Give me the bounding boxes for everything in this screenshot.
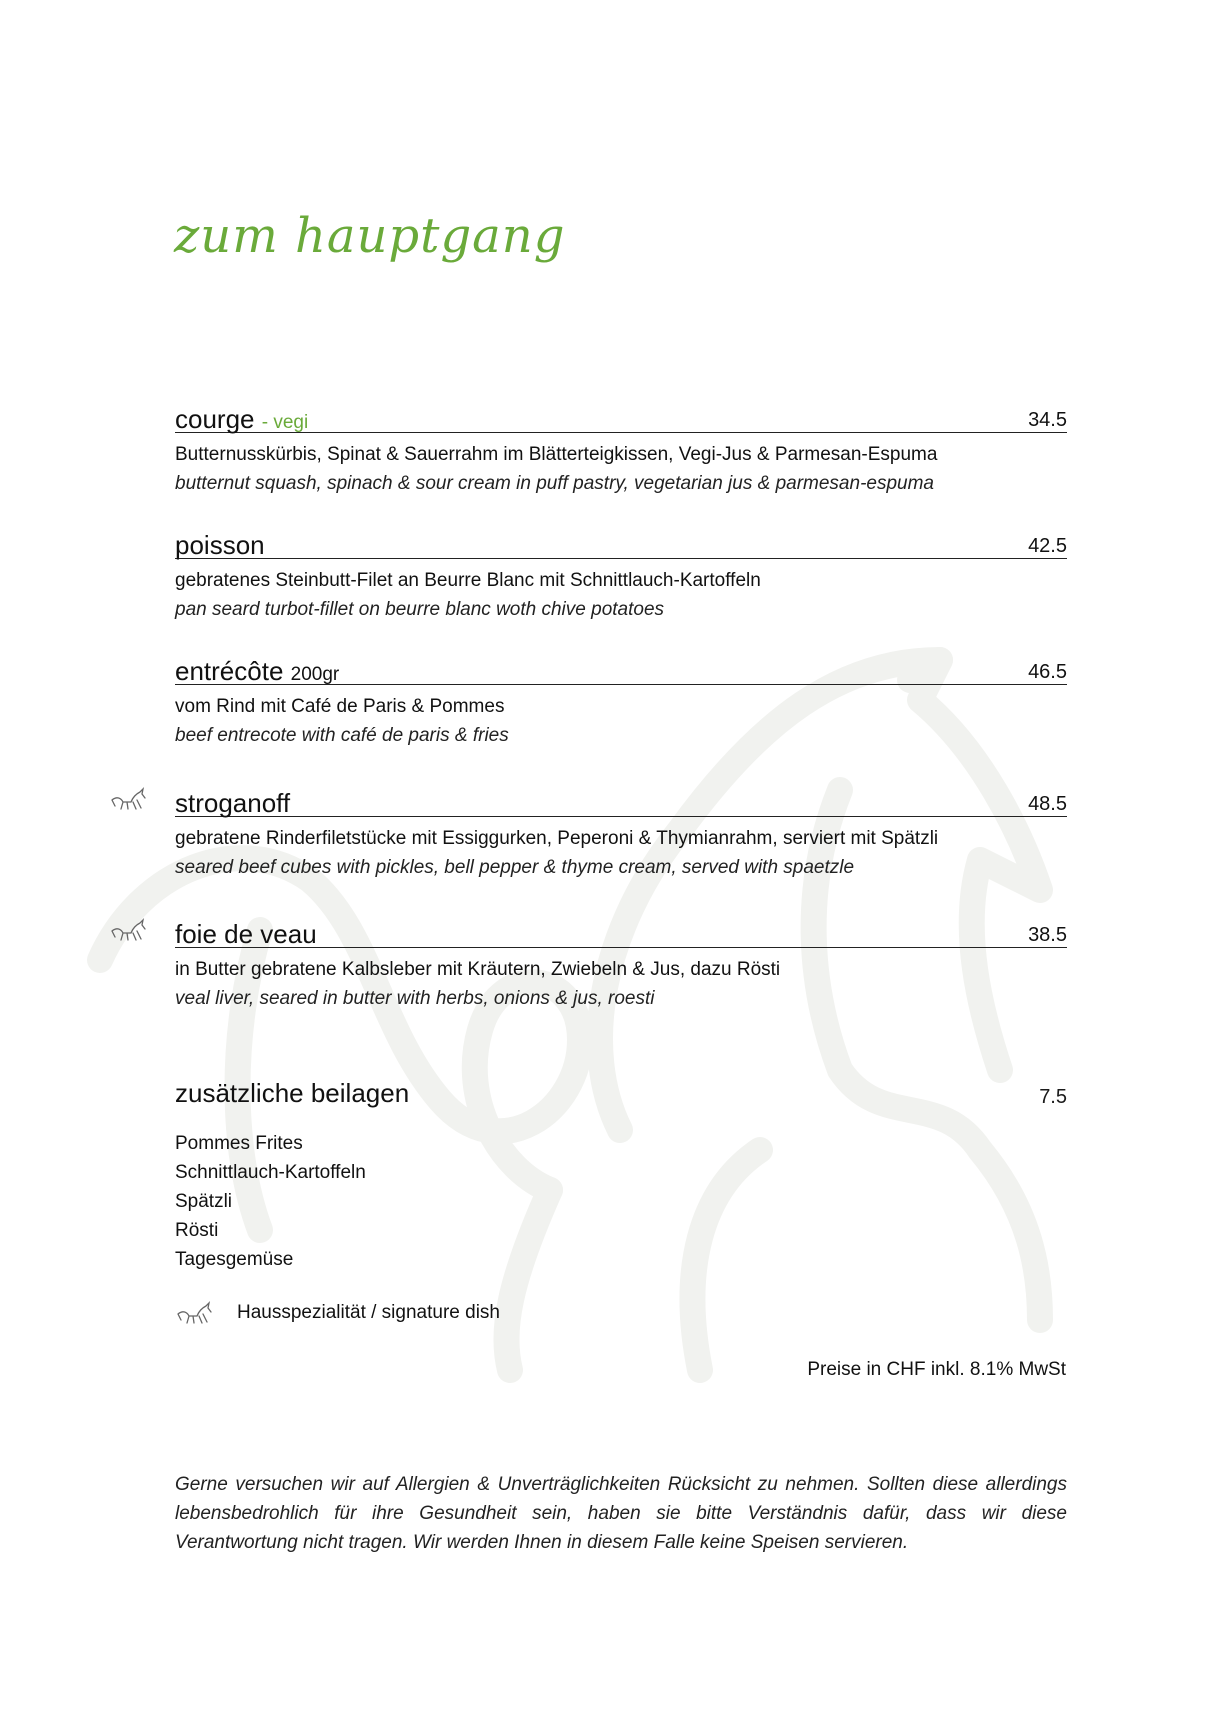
dish-name: stroganoff <box>175 788 291 818</box>
dish-description-de: gebratenes Steinbutt-Filet an Beurre Blanc mit Schnittlauch-Kartoffeln <box>175 570 761 591</box>
dish-price: 48.5 <box>1028 793 1067 815</box>
dish-description-en: seared beef cubes with pickles, bell pepper & thyme cream, served with spaetzle <box>175 857 855 878</box>
dish-header <box>175 786 1067 817</box>
list-item: Rösti <box>175 1220 219 1241</box>
horse-icon <box>175 1300 213 1326</box>
sides-title: zusätzliche beilagen <box>175 1078 410 1108</box>
dish-description-de: vom Rind mit Café de Paris & Pommes <box>175 696 505 717</box>
dish-description-de: Butternusskürbis, Spinat & Sauerrahm im Blätterteigkissen, Vegi-Jus & Parmesan-Espuma <box>175 444 938 465</box>
list-item: Pommes Frites <box>175 1133 303 1154</box>
horse-icon <box>109 917 147 943</box>
dish-name: poisson <box>175 530 265 560</box>
sides-price: 7.5 <box>1039 1086 1067 1108</box>
sides-section <box>175 1078 1067 1274</box>
price-note: Preise in CHF inkl. 8.1% MwSt <box>807 1359 1066 1380</box>
dish-description-en: butternut squash, spinach & sour cream in puff pastry, vegetarian jus & parmesan-espuma <box>175 473 934 494</box>
dish-name <box>175 656 339 687</box>
dish-price: 46.5 <box>1028 661 1067 683</box>
list-item: Spätzli <box>175 1191 233 1212</box>
dish-name: foie de veau <box>175 919 317 949</box>
dish-description-en: veal liver, seared in butter with herbs, onions & jus, roesti <box>175 988 655 1009</box>
dish-price: 38.5 <box>1028 924 1067 946</box>
dish-name <box>175 404 308 435</box>
dish-description-en: pan seard turbot-fillet on beurre blanc woth chive potatoes <box>175 599 665 620</box>
dish-courge <box>175 402 1067 495</box>
list-item: Tagesgemüse <box>175 1249 294 1270</box>
dish-price: 34.5 <box>1028 409 1067 431</box>
dish-header <box>175 654 1067 685</box>
dish-header <box>175 402 1067 433</box>
sides-list <box>175 1129 1067 1274</box>
dish-entrecote <box>175 654 1067 747</box>
dish-description-de: in Butter gebratene Kalbsleber mit Kräutern, Zwiebeln & Jus, dazu Rösti <box>175 959 781 980</box>
allergy-note: Gerne versuchen wir auf Allergien & Unverträglichkeiten Rücksicht zu nehmen. Sollten diese allerdings lebensbedrohlich für ihre Gesundheit sein, haben sie bitte Verständnis dafür, dass wir diese Verantwortung nicht tragen. Wir werden Ihnen in diesem Falle keine Speisen servieren. <box>175 1474 1067 1553</box>
dish-stroganoff <box>175 786 1067 879</box>
dish-price: 42.5 <box>1028 535 1067 557</box>
signature-legend <box>175 1300 500 1326</box>
dish-header <box>175 917 1067 948</box>
dish-weight: 200gr <box>290 664 340 685</box>
legend-label: Hausspezialität / signature dish <box>237 1302 500 1323</box>
dish-header <box>175 528 1067 559</box>
page-title: zum hauptgang <box>174 208 566 264</box>
dish-description-de: gebratene Rinderfiletstücke mit Essiggurken, Peperoni & Thymianrahm, serviert mit Spätzli <box>175 828 939 849</box>
dish-foie-de-veau <box>175 917 1067 1010</box>
list-item: Schnittlauch-Kartoffeln <box>175 1162 366 1183</box>
dish-name-text: courge <box>175 404 255 434</box>
dish-poisson <box>175 528 1067 621</box>
dish-name-text: entrécôte <box>175 656 284 686</box>
vegi-tag: - vegi <box>261 412 309 433</box>
horse-icon <box>109 786 147 812</box>
dish-description-en: beef entrecote with café de paris & fries <box>175 725 509 746</box>
